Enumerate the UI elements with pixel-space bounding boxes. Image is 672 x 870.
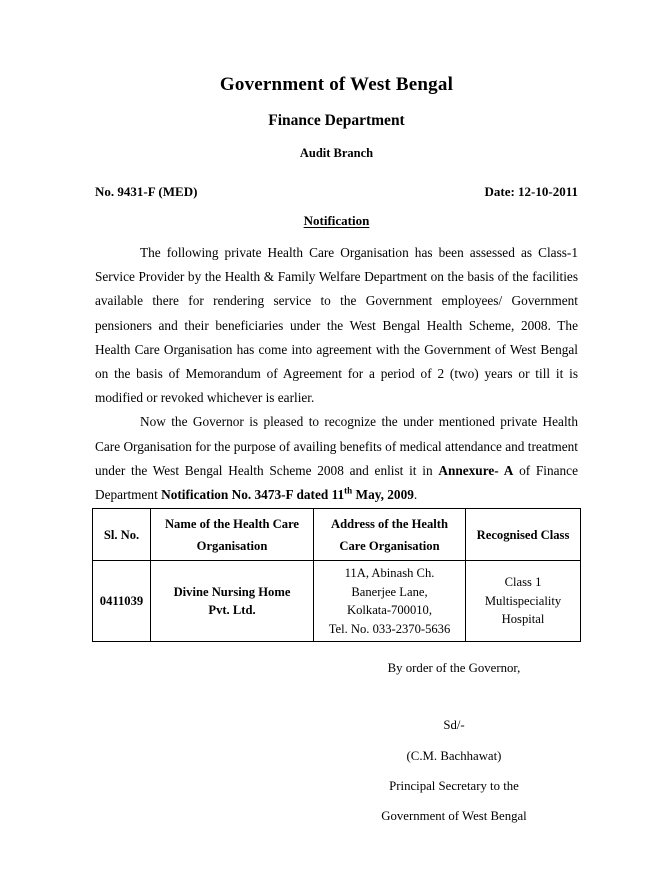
annexure-reference: Annexure- A [438, 462, 514, 478]
memo-number: No. 9431-F (MED) [95, 184, 198, 199]
column-header-address-line2: Care Organisation [339, 538, 440, 553]
cell-organisation-name-line2: Pvt. Ltd. [208, 603, 256, 617]
paragraph-two [95, 410, 578, 507]
cell-address-line1: 11A, Abinash Ch. [344, 566, 435, 580]
cell-organisation-name [151, 561, 314, 642]
table-row [93, 561, 581, 642]
cell-class-line2: Multispeciality [484, 593, 562, 608]
cell-address-line2: Banerjee Lane, [351, 584, 428, 599]
cell-address-line4: Tel. No. 033-2370-5636 [328, 621, 451, 636]
paragraph-two-text-end: . [413, 487, 418, 503]
cell-recognised-class [466, 561, 581, 642]
column-header-name-line2: Organisation [196, 538, 268, 553]
health-care-organisation-table [92, 508, 581, 642]
cell-organisation-name-line1: Divine Nursing Home [173, 584, 291, 599]
organisation-title: Government of West Bengal [219, 74, 454, 95]
signature-block [330, 661, 578, 825]
cell-class-line1: Class 1 [504, 575, 542, 590]
column-header-name-line1: Name of the Health Care [164, 516, 300, 531]
column-header-sl-no: Sl. No. [93, 509, 151, 561]
signatory-designation: Principal Secretary to the [389, 779, 519, 794]
signatory-name: (C.M. Bachhawat) [406, 748, 502, 763]
department-title: Finance Department [268, 111, 405, 129]
signed-marker: Sd/- [443, 718, 465, 733]
by-order-text: By order of the Governor, [387, 661, 521, 675]
notification-heading [95, 213, 578, 229]
column-header-address-line1: Address of the Health [331, 516, 448, 531]
column-header-address [314, 509, 466, 561]
paragraph-two-text-middle: of Finance Department [95, 462, 578, 503]
paragraph-two-text-start: Now the Governor is pleased to recognize the under mentioned private Health Care Organisation for the purpose of availing benefits of medical attendance and treatment under the West Bengal Health Scheme 2008 and enlist it in [95, 414, 578, 478]
document-body [95, 241, 578, 507]
table-header-row [93, 509, 581, 561]
document-header [95, 74, 578, 161]
notification-reference-date: May, 2009 [352, 487, 414, 503]
cell-class-line3: Hospital [501, 612, 545, 627]
column-header-recognised-class: Recognised Class [466, 509, 581, 561]
cell-sl-no: 0411039 [93, 561, 151, 642]
memo-date: Date: 12-10-2011 [484, 184, 578, 199]
cell-address-line3: Kolkata-700010, [347, 603, 432, 617]
ordinal-suffix: th [344, 485, 353, 496]
signatory-government: Government of West Bengal [381, 809, 527, 824]
cell-organisation-address [314, 561, 466, 642]
reference-line [95, 184, 578, 200]
notification-heading-text: Notification [303, 213, 370, 228]
column-header-name [151, 509, 314, 561]
health-care-organisation-table-wrapper [92, 508, 580, 642]
notification-reference: Notification No. 3473-F dated 11 [161, 487, 345, 503]
branch-title: Audit Branch [299, 146, 374, 161]
paragraph-one: The following private Health Care Organisation has been assessed as Class-1 Service Provider by the Health & Family Welfare Department on the basis of the facilities available there for rendering service to the Government employees/ Government pensioners and their beneficiaries under the West Bengal Health Scheme, 2008. The Health Care Organisation has come into agreement with the Government of West Bengal on the basis of Memorandum of Agreement for a period of 2 (two) years or till it is modified or revoked whichever is earlier. [95, 245, 578, 406]
